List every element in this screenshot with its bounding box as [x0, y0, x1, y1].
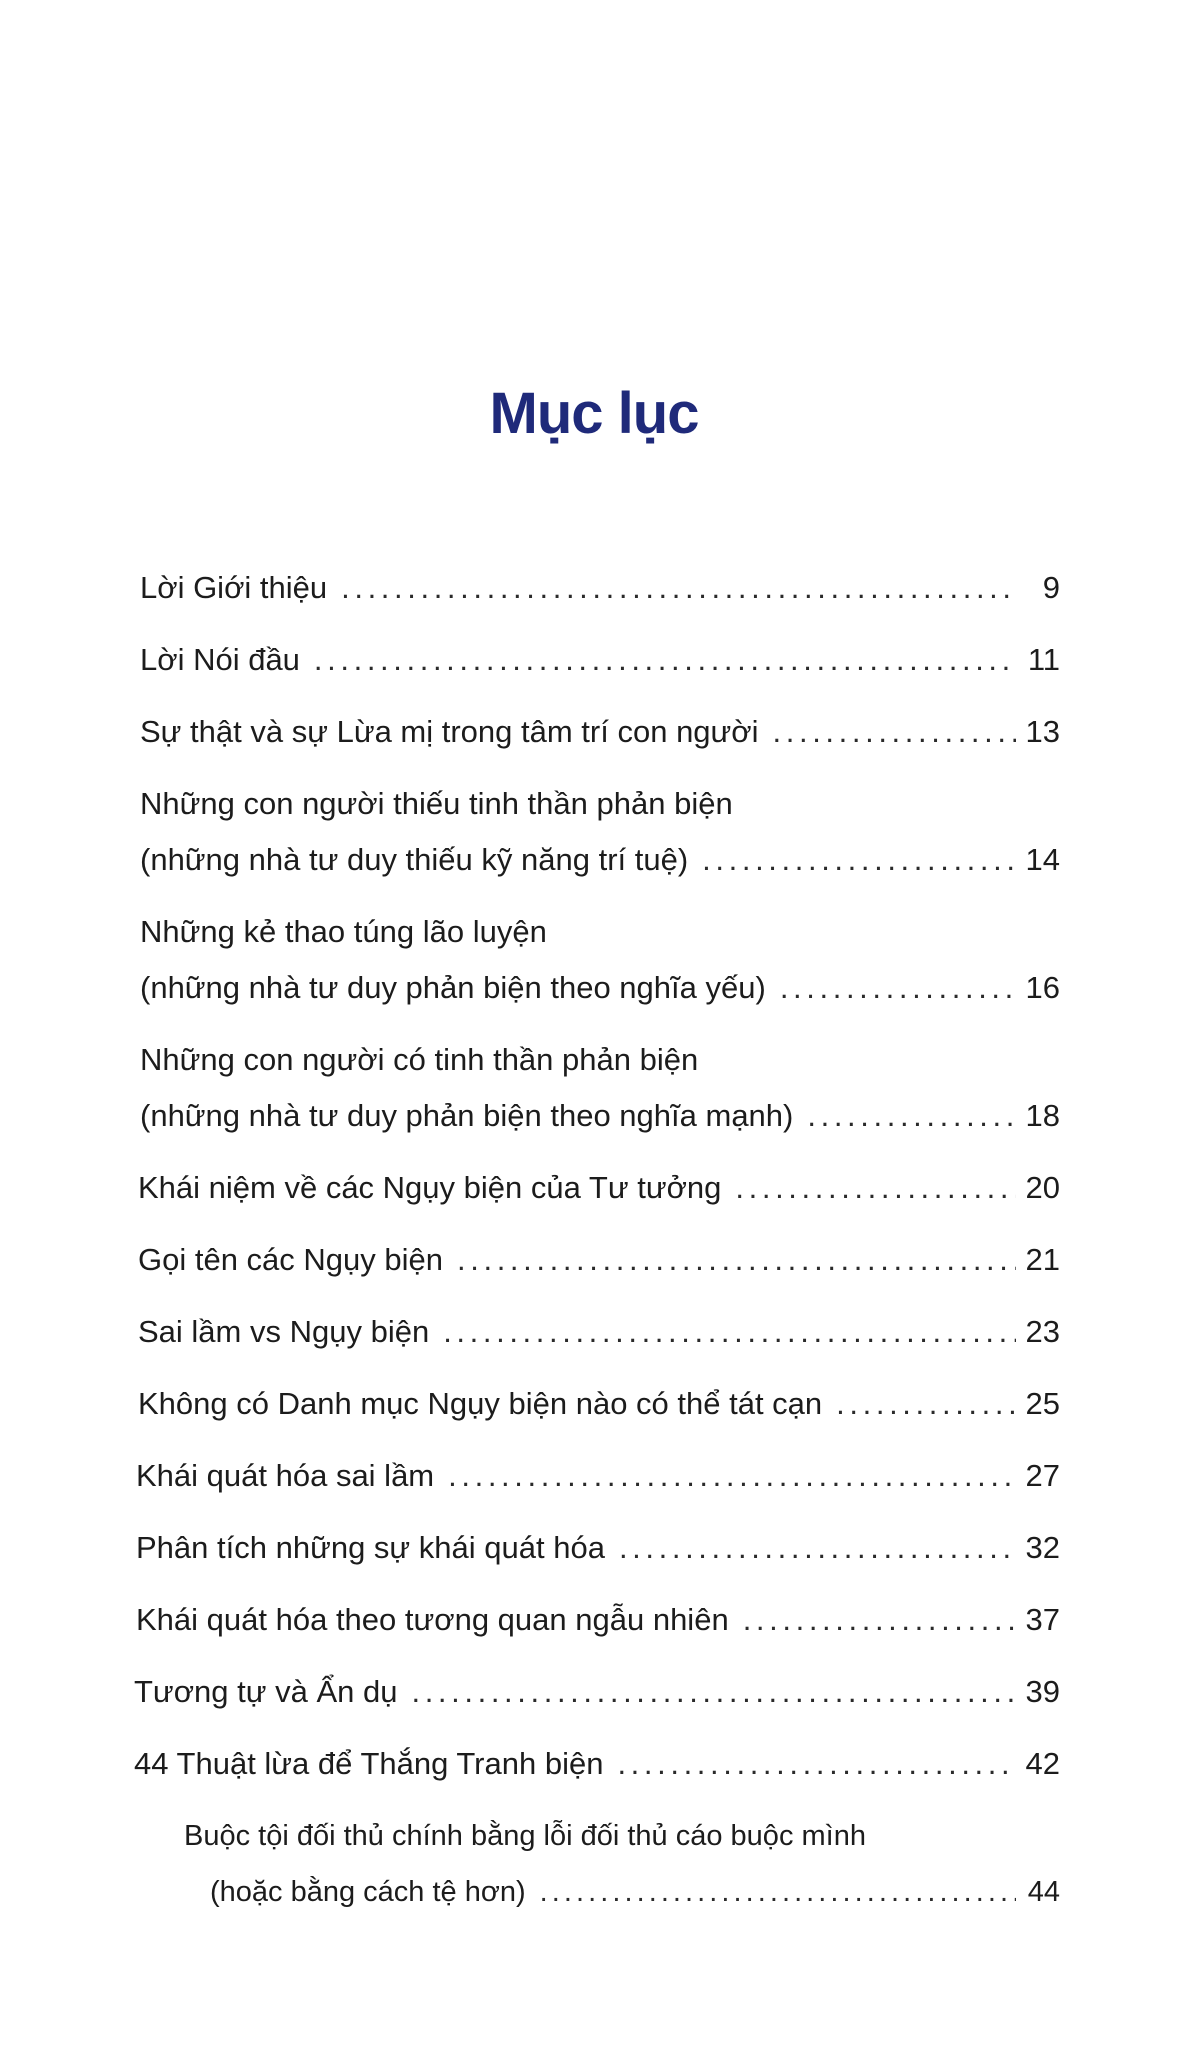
dot-leader [773, 710, 1016, 754]
toc-entry-title: Tương tự và Ẩn dụ [134, 1674, 398, 1709]
dot-leader [443, 1310, 1016, 1354]
toc-entry [134, 1742, 1060, 1786]
dot-leader [743, 1598, 1016, 1642]
toc-subentry-first-line: Buộc tội đối thủ chính bằng lỗi đối thủ cáo buộc mình [184, 1820, 866, 1852]
toc-entry-first-line: Những con người có tinh thần phản biện [140, 1042, 699, 1077]
toc-entry-title: 44 Thuật lừa để Thắng Tranh biện [134, 1746, 604, 1781]
toc-entry-title: Khái quát hóa sai lầm [136, 1458, 435, 1493]
toc-entry-page: 42 [1025, 1746, 1060, 1781]
toc-entry-title: Khái niệm về các Ngụy biện của Tư tưởng [138, 1170, 722, 1205]
toc-entry [136, 1454, 1060, 1498]
toc-entry [138, 1382, 1060, 1426]
toc-entry-title: Gọi tên các Ngụy biện [138, 1242, 444, 1277]
toc-entry [140, 1094, 1060, 1138]
dot-leader [617, 1742, 1016, 1786]
toc-entry-title: Lời Nói đầu [140, 642, 300, 677]
toc-entry-title: (những nhà tư duy thiếu kỹ năng trí tuệ) [140, 842, 689, 877]
toc-entry-page: 37 [1025, 1602, 1060, 1637]
toc-entry-title: (những nhà tư duy phản biện theo nghĩa yếu) [140, 970, 766, 1005]
dot-leader [702, 838, 1016, 882]
dot-leader [411, 1670, 1016, 1714]
dot-leader [448, 1454, 1016, 1498]
toc-entry [140, 838, 1060, 882]
toc-entry-page: 23 [1025, 1314, 1060, 1349]
toc-entry [138, 1310, 1060, 1354]
toc-entry-page: 44 [1027, 1876, 1060, 1908]
dot-leader [780, 966, 1016, 1010]
dot-leader [457, 1238, 1016, 1282]
toc-entry-title: Sai lầm vs Ngụy biện [138, 1314, 430, 1349]
toc-entry-page: 25 [1025, 1386, 1060, 1421]
dot-leader [314, 638, 1016, 682]
toc-entry-title: Không có Danh mục Ngụy biện nào có thể tát cạn [138, 1386, 823, 1421]
dot-leader [836, 1382, 1016, 1426]
toc-entry-page: 21 [1025, 1242, 1060, 1277]
toc-entry-page: 9 [1042, 570, 1060, 605]
toc-entry [138, 1166, 1060, 1210]
toc-entry-page: 39 [1025, 1674, 1060, 1709]
toc-entry [136, 1526, 1060, 1570]
toc-entry [140, 566, 1060, 610]
toc-entry-page: 20 [1025, 1170, 1060, 1205]
toc-entry [140, 710, 1060, 754]
toc-entry-title: (hoặc bằng cách tệ hơn) [210, 1876, 526, 1908]
page-title: Mục lục [489, 381, 699, 446]
toc-entry-page: 32 [1025, 1530, 1060, 1565]
toc-entry-title: Sự thật và sự Lừa mị trong tâm trí con người [140, 714, 759, 749]
toc-entry [138, 1238, 1060, 1282]
dot-leader [619, 1526, 1016, 1570]
toc-entry-page: 16 [1025, 970, 1060, 1005]
toc-entry-page: 27 [1025, 1458, 1060, 1493]
dot-leader [807, 1094, 1016, 1138]
toc-entry-first-line: Những kẻ thao túng lão luyện [140, 914, 547, 949]
toc-entry [134, 1670, 1060, 1714]
toc-entry [140, 638, 1060, 682]
toc-entry-title: Lời Giới thiệu [140, 570, 328, 605]
toc-entry [140, 966, 1060, 1010]
toc-entry-page: 11 [1027, 642, 1060, 677]
toc-entry-title: (những nhà tư duy phản biện theo nghĩa mạnh) [140, 1098, 794, 1133]
dot-leader [735, 1166, 1016, 1210]
toc-entry-title: Phân tích những sự khái quát hóa [136, 1530, 605, 1565]
toc-entry-first-line: Những con người thiếu tinh thần phản biện [140, 786, 733, 821]
toc-entry-title: Khái quát hóa theo tương quan ngẫu nhiên [136, 1602, 729, 1637]
dot-leader [540, 1870, 1016, 1914]
dot-leader [341, 566, 1016, 610]
toc-entry-page: 14 [1025, 842, 1060, 877]
toc-subentry [210, 1870, 1060, 1914]
toc-entry-page: 18 [1025, 1098, 1060, 1133]
toc-entry-page: 13 [1025, 714, 1060, 749]
toc-entry [136, 1598, 1060, 1642]
